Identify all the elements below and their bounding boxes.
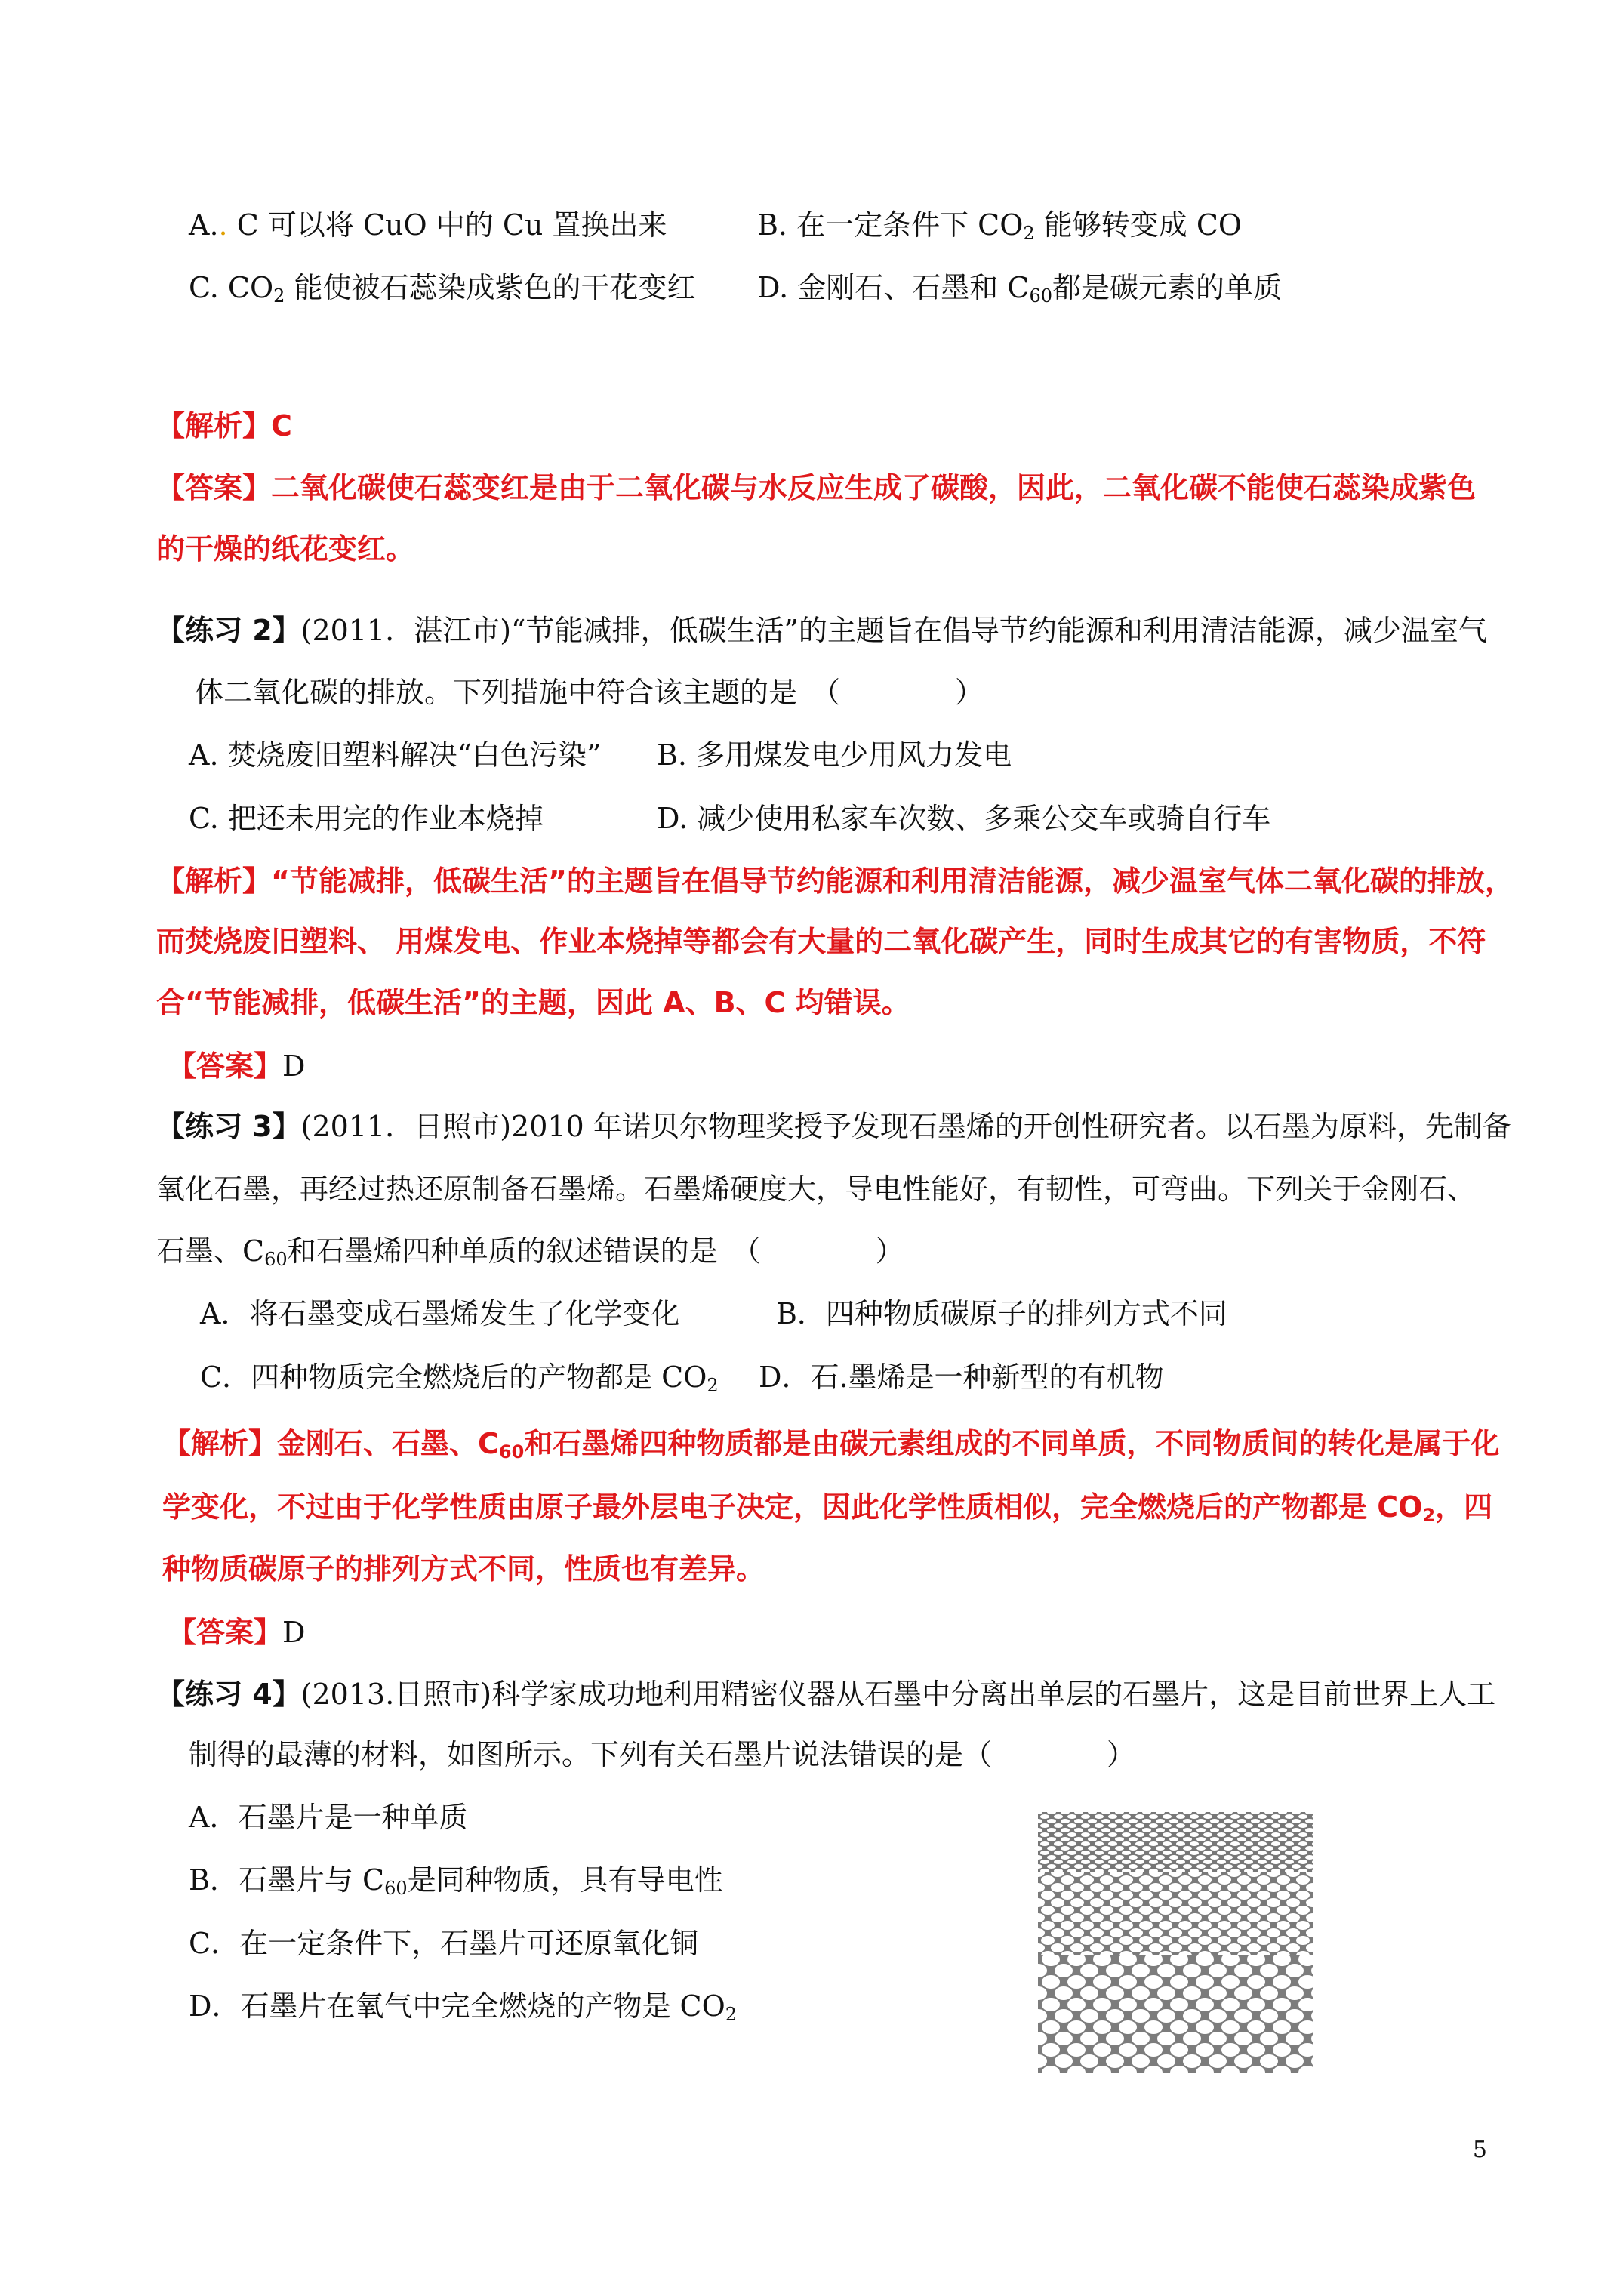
- page-number: 5: [1472, 2137, 1487, 2163]
- q1-option-b: B. 在一定条件下 $CO_2$ 能够转变成 CO: [757, 208, 1243, 244]
- q3-daan: 【答案】D: [168, 1616, 306, 1649]
- q1-option-a-dot: .: [218, 208, 228, 242]
- q1-daan-line1: 【答案】二氧化碳使石蕊变红是由于二氧化碳与水反应生成了碳酸，因此，二氧化碳不能使石蕊染成紫色: [156, 471, 1477, 504]
- q4-stem-line1: 【练习 4】(2013.日照市)科学家成功地利用精密仪器从石墨中分离出单层的石墨片，这是目前世界上人工: [156, 1678, 1496, 1711]
- q1-option-a: A.. C 可以将 CuO 中的 Cu 置换出来: [189, 208, 667, 242]
- q3-option-d: D．石.墨烯是一种新型的有机物: [759, 1361, 1164, 1394]
- q4-option-a: A．石墨片是一种单质: [189, 1801, 468, 1834]
- q3-jiexi-line1: 【解析】金刚石、石墨、$C_{60}$和石墨烯四种物质都是由碳元素组成的不同单质，不同物质间的转化是属于化: [162, 1427, 1500, 1462]
- q2-stem-line1: 【练习 2】(2011．湛江市)“节能减排，低碳生活”的主题旨在倡导节约能源和利用清洁能源，减少温室气: [156, 614, 1487, 647]
- q2-jiexi-line1: 【解析】“节能减排，低碳生活”的主题旨在倡导节约能源和利用清洁能源，减少温室气体二氧化碳的排放，: [156, 864, 1514, 898]
- q1-option-d: D. 金刚石、石墨和 $C_{60}$都是碳元素的单质: [757, 271, 1282, 307]
- q3-option-c: C．四种物质完全燃烧后的产物都是 $CO_2$: [200, 1361, 719, 1396]
- q3-stem-line3: 石墨、$C_{60}$和石墨烯四种单质的叙述错误的是 （ ）: [156, 1234, 904, 1270]
- graphene-lattice-image: [1038, 1812, 1313, 2073]
- q4-option-c: C．在一定条件下，石墨片可还原氧化铜: [189, 1927, 699, 1960]
- q2-daan: 【答案】D: [168, 1049, 306, 1083]
- q1-option-c: C. $CO_2$ 能使被石蕊染成紫色的干花变红: [189, 271, 696, 307]
- q2-jiexi-line3: 合“节能减排，低碳生活”的主题，因此 A、B、C 均错误。: [156, 986, 910, 1019]
- q2-option-a: A. 焚烧废旧塑料解决“白色污染”: [189, 738, 602, 772]
- q1-daan-line2: 的干燥的纸花变红。: [156, 532, 415, 566]
- q4-stem-line2: 制得的最薄的材料，如图所示。下列有关石墨片说法错误的是（ ）: [189, 1738, 1136, 1771]
- q3-jiexi-line2: 学变化，不过由于化学性质由原子最外层电子决定，因此化学性质相似，完全燃烧后的产物都是 $CO_2$，四: [162, 1490, 1493, 1526]
- q3-jiexi-line3: 种物质碳原子的排列方式不同，性质也有差异。: [162, 1552, 765, 1586]
- q3-stem-line2: 氧化石墨，再经过热还原制备石墨烯。石墨烯硬度大，导电性能好，有韧性，可弯曲。下列关于金刚石、: [156, 1173, 1477, 1206]
- q3-option-a: A．将石墨变成石墨烯发生了化学变化: [200, 1297, 680, 1330]
- q2-option-d: D. 减少使用私家车次数、多乘公交车或骑自行车: [657, 802, 1271, 835]
- q3-option-b: B．四种物质碳原子的排列方式不同: [776, 1297, 1227, 1330]
- q4-option-d: D．石墨片在氧气中完全燃烧的产物是 $CO_2$: [189, 1989, 738, 2025]
- q3-stem-line1: 【练习 3】(2011．日照市)2010 年诺贝尔物理奖授予发现石墨烯的开创性研究者。以石墨为原料，先制备: [156, 1110, 1511, 1143]
- q4-option-b: B．石墨片与 $C_{60}$是同种物质，具有导电性: [189, 1863, 723, 1899]
- q2-option-b: B. 多用煤发电少用风力发电: [657, 738, 1012, 772]
- q2-jiexi-line2: 而焚烧废旧塑料、 用煤发电、作业本烧掉等都会有大量的二氧化碳产生，同时生成其它的有害物质，不符: [156, 925, 1486, 958]
- q2-stem-line2: 体二氧化碳的排放。下列措施中符合该主题的是 （ ）: [195, 676, 984, 709]
- q1-jiexi: 【解析】C: [156, 409, 292, 442]
- q2-option-c: C. 把还未用完的作业本烧掉: [189, 802, 544, 835]
